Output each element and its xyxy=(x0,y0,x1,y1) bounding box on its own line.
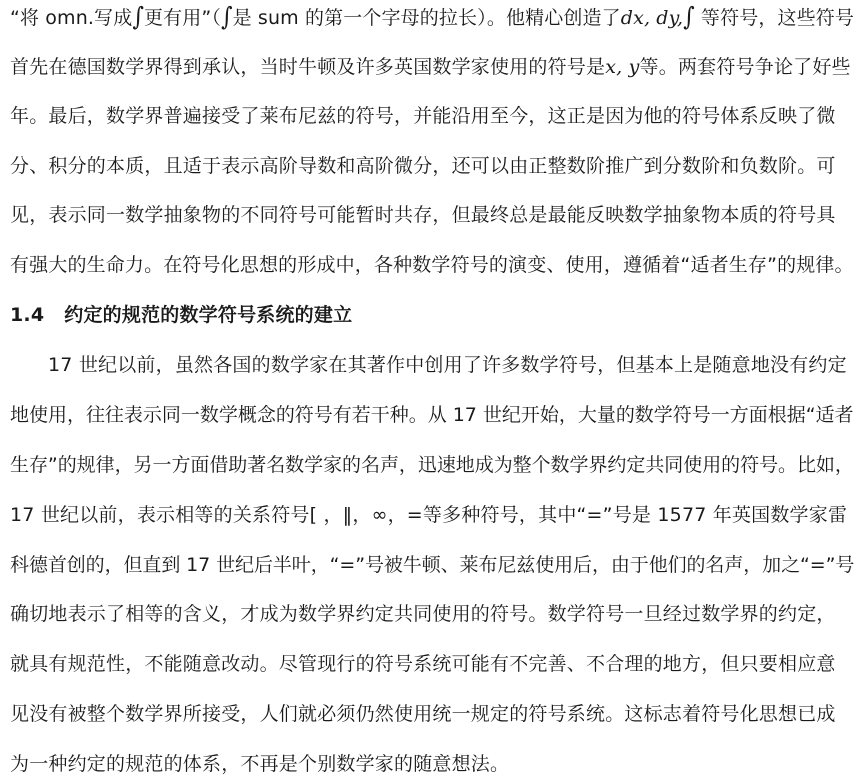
integral-symbol: ∫ xyxy=(220,3,233,32)
paragraph1-line6: 有强大的生命力。在符号化思想的形成中，各种数学符号的演变、使用，遵循着“适者生存”的规律。 xyxy=(10,254,854,276)
text-span: 是 sum 的第一个字母的拉长）。他精心创造了 xyxy=(232,7,621,29)
text-span: “将 omn.写成 xyxy=(10,7,133,29)
text-span: 首先在德国数学界得到承认，当时牛顿及许多英国数学家使用的符号是 xyxy=(10,56,606,78)
paragraph2-line5: 科德首创的，但直到 17 世纪后半叶，“=”号被牛顿、莱布尼兹使用后，由于他们的名声，加之“=”号 xyxy=(10,554,855,576)
paragraph2-line2: 地使用，往往表示同一数学概念的符号有若干种。从 17 世纪开始，大量的数学符号一方面根据“适者 xyxy=(10,404,854,426)
paragraph1-line2 xyxy=(10,52,851,82)
integral-symbol: ∫ xyxy=(132,3,144,32)
text-span: 更有用”（ xyxy=(143,7,221,29)
paragraph1-line5: 见，表示同一数学抽象物的不同符号可能暂时共存，但最终总是最能反映数学抽象物本质的符号具 xyxy=(10,204,836,226)
text-span: 等。两套符号争论了好些 xyxy=(639,56,851,78)
paragraph2-line4: 17 世纪以前，表示相等的关系符号[ ，‖，∞，=等多种符号，其中“=”号是 1577 年英国数学家雷 xyxy=(10,504,848,526)
section-number: 1.4 xyxy=(10,304,45,326)
section-heading xyxy=(10,300,352,330)
paragraph2-line8: 见没有被整个数学界所接受，人们就必须仍然使用统一规定的符号系统。这标志着符号化思想已成 xyxy=(10,703,836,725)
paragraph2-line7: 就具有规范性，不能随意改动。尽管现行的符号系统可能有不完善、不合理的地方，但只要相应意 xyxy=(10,653,836,675)
paragraph2-line3: 生存”的规律，另一方面借助著名数学家的名声，迅速地成为整个数学界约定共同使用的符号。比如， xyxy=(10,454,854,476)
math-expression: dx, dy, xyxy=(620,7,684,29)
paragraph2-line6: 确切地表示了相等的含义，才成为数学界约定共同使用的符号。数学符号一旦经过数学界的约定， xyxy=(10,603,836,625)
paragraph2-line9: 为一种约定的规范的体系，不再是个别数学家的随意想法。 xyxy=(10,753,510,775)
paragraph1-line1 xyxy=(10,3,854,33)
paragraph2-line1: 17 世纪以前，虽然各国的数学家在其著作中创用了许多数学符号，但基本上是随意地没有约定 xyxy=(48,354,847,376)
integral-symbol: ∫ xyxy=(683,3,695,32)
section-title: 约定的规范的数学符号系统的建立 xyxy=(64,304,353,326)
math-expression: x, y xyxy=(605,56,640,78)
paragraph1-line3: 年。最后，数学界普遍接受了莱布尼兹的符号，并能沿用至今，这正是因为他的符号体系反映了微 xyxy=(10,105,836,127)
text-span: 等符号，这些符号 xyxy=(694,7,855,29)
paragraph1-line4: 分、积分的本质，且适于表示高阶导数和高阶微分，还可以由正整数阶推广到分数阶和负数阶。可 xyxy=(10,155,836,177)
